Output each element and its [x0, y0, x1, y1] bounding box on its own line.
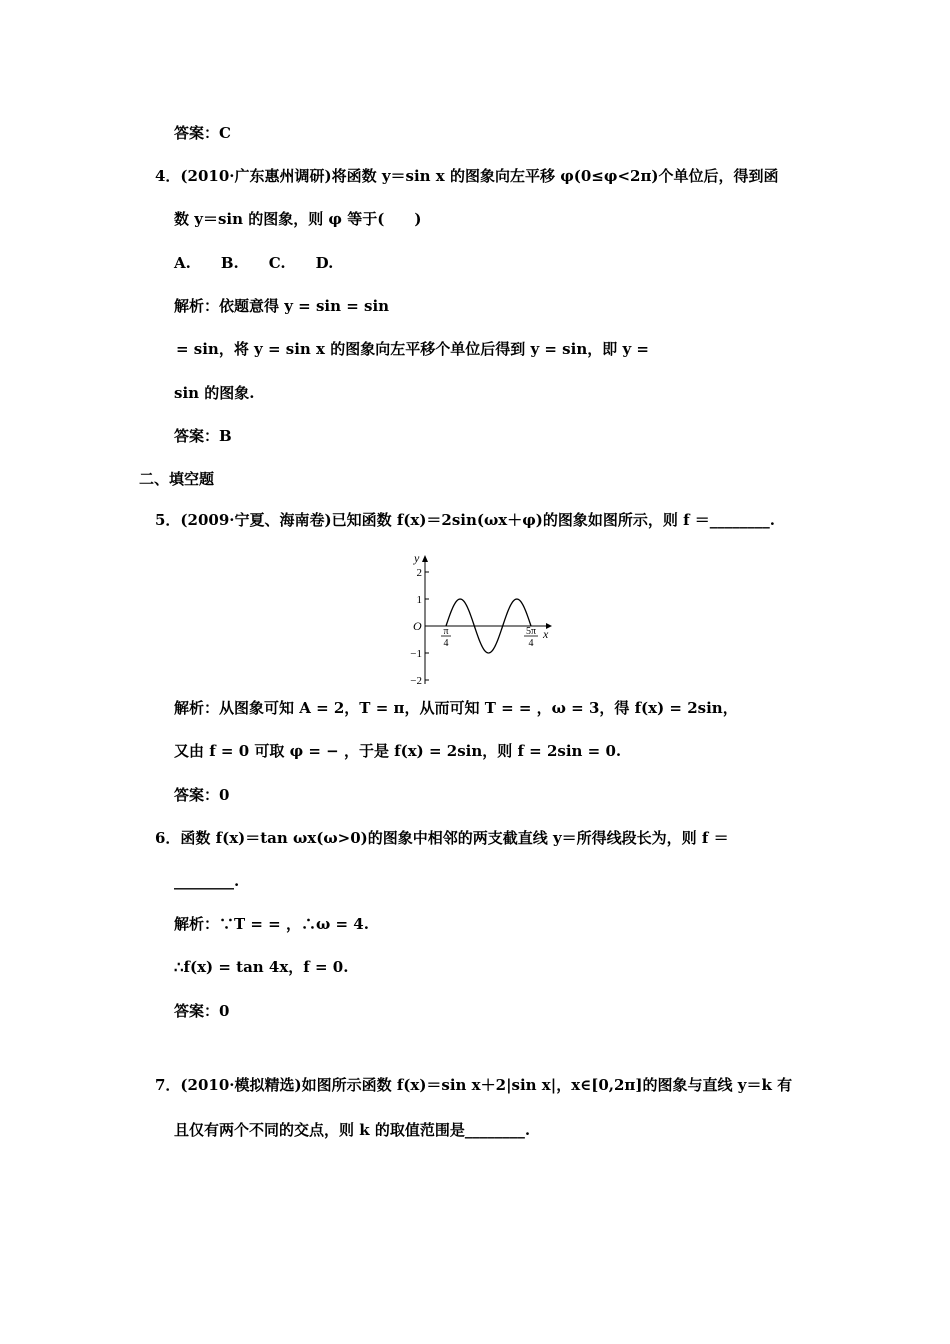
y-axis-arrow — [422, 555, 428, 562]
answer-6: 答案：0 — [174, 1002, 230, 1020]
x-axis-label: x — [543, 627, 549, 641]
question-6-line-2: ________. — [174, 872, 240, 890]
question-4-line-1: 4．(2010·广东惠州调研)将函数 y＝sin x 的图象向左平移 φ(0≤φ<2π)个单位后，得到函 — [155, 167, 779, 185]
solution-5-line-1: 解析：从图象可知 A = 2，T = π，从而可知 T = = ，ω = 3，得 f(x) = 2sin， — [174, 699, 738, 717]
answer-3: 答案：C — [174, 124, 231, 142]
solution-5-line-2: 又由 f = 0 可取 φ = − ，于是 f(x) = 2sin，则 f = 2sin = 0. — [174, 742, 622, 760]
section-heading: 二、填空题 — [139, 470, 215, 488]
x-tick-2-denominator: 4 — [528, 638, 534, 649]
x-tick-2-numerator: 5π — [525, 626, 537, 637]
y-tick-label-2: 2 — [416, 567, 422, 579]
solution-6-line-1: 解析：∵T = = ，∴ω = 4. — [174, 915, 369, 933]
answer-4: 答案：B — [174, 427, 232, 445]
y-axis-label: y — [414, 551, 420, 565]
x-tick-1-numerator: π — [443, 626, 449, 637]
y-tick-label-1: 1 — [416, 594, 422, 606]
question-7-line-2: 且仅有两个不同的交点，则 k 的取值范围是________. — [174, 1121, 531, 1139]
question-4-line-2: 数 y＝sin 的图象，则 φ 等于( ) — [174, 210, 422, 228]
solution-4-line-3: sin 的图象. — [174, 384, 255, 402]
sine-graph — [400, 550, 560, 690]
origin-label: O — [413, 619, 422, 633]
y-tick-label-neg2: −2 — [410, 675, 422, 687]
solution-6-line-2: ∴f(x) = tan 4x，f = 0. — [174, 958, 349, 976]
answer-5: 答案：0 — [174, 786, 230, 804]
solution-4-line-2: = sin，将 y = sin x 的图象向左平移个单位后得到 y = sin，即 y = — [176, 340, 649, 358]
solution-4-line-1: 解析：依题意得 y = sin = sin — [174, 297, 390, 315]
y-tick-label-neg1: −1 — [410, 648, 422, 660]
x-tick-1-denominator: 4 — [443, 638, 449, 649]
question-4-options: A. B. C. D. — [174, 254, 334, 272]
question-5: 5．(2009·宁夏、海南卷)已知函数 f(x)＝2sin(ωx＋φ)的图象如图所示，则 f ＝________. — [155, 511, 776, 529]
question-7-line-1: 7．(2010·模拟精选)如图所示函数 f(x)＝sin x＋2|sin x|，x∈[0,2π]的图象与直线 y＝k 有 — [155, 1076, 793, 1094]
question-6-line-1: 6．函数 f(x)＝tan ωx(ω>0)的图象中相邻的两支截直线 y＝所得线段长为，则 f ＝ — [155, 829, 729, 847]
sine-graph-svg — [400, 550, 560, 690]
